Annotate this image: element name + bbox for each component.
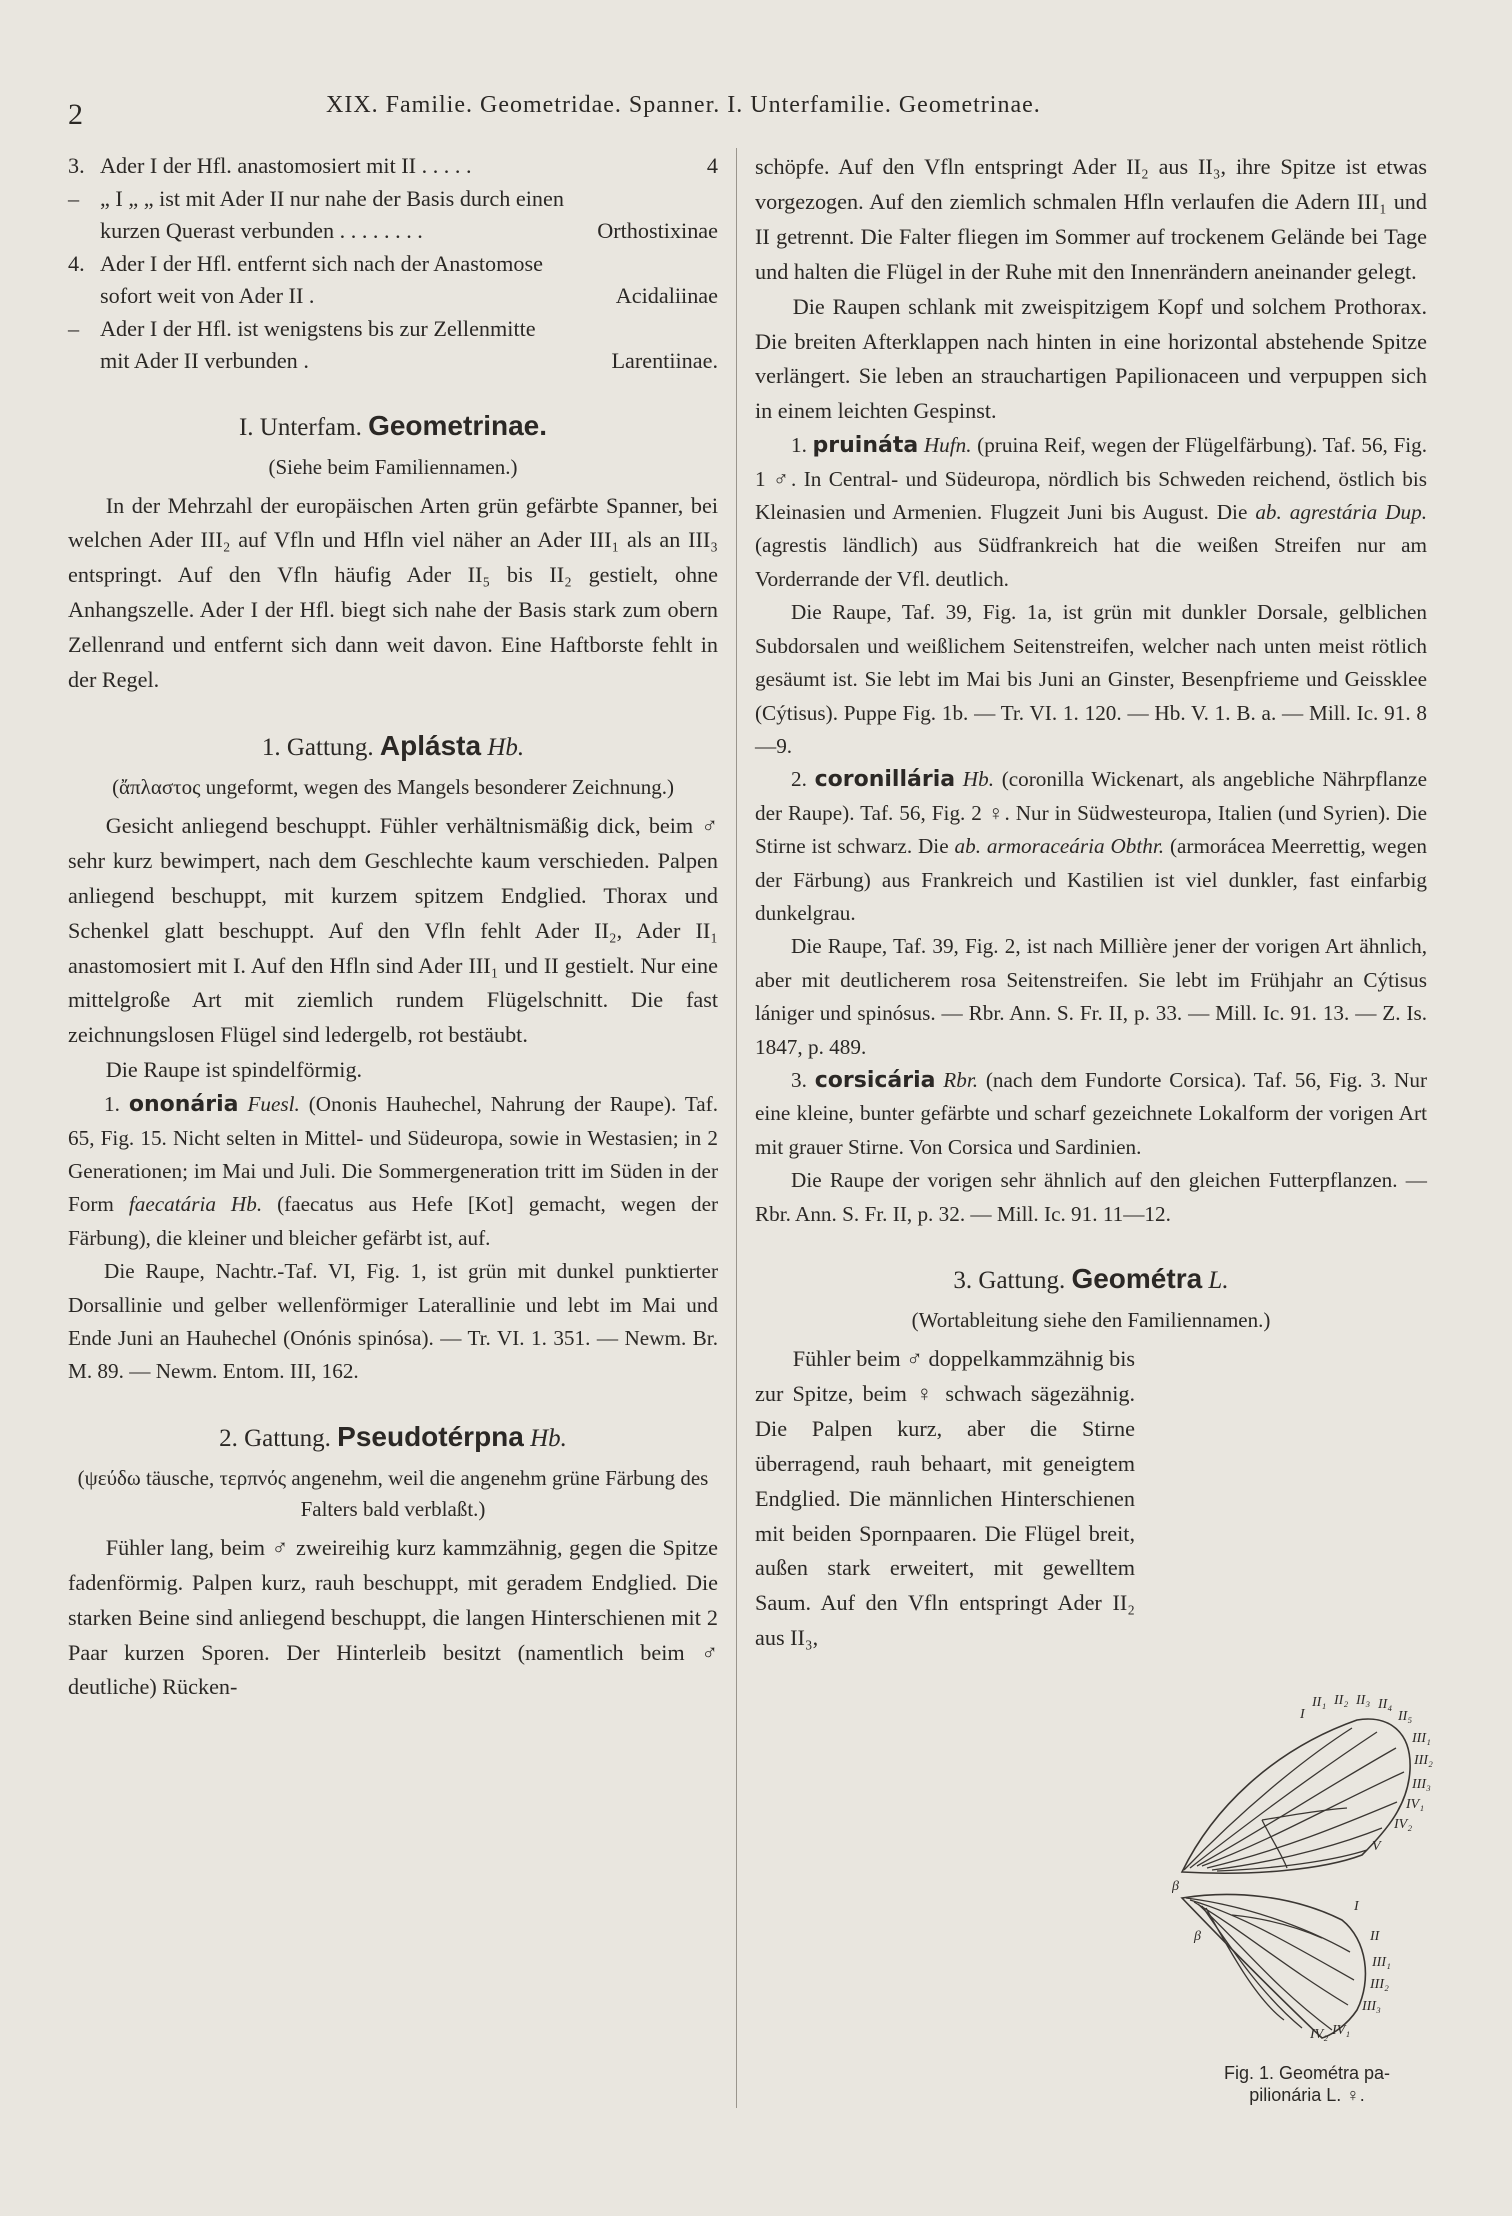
species-author: Hufn.	[923, 433, 972, 458]
genus-description: Fühler lang, beim ♂ zweireihig kurz kammzähnig, gegen die Spitze fadenförmig. Palpen kurz, rauh beschuppt, mit geradem Endglied. Die starken Beine sind anliegend beschuppt, die langen Hinterschienen mit 2 Paar kurzen Sporen. Der Hinterleib besitzt (namentlich beim ♂ deutliche) Rücken-	[68, 1534, 718, 1700]
genus-author: Hb.	[530, 1424, 567, 1452]
genus-etymology: (ἄπλαστος ungeformt, wegen des Mangels besonderer Zeichnung.)	[112, 774, 674, 799]
species-author: Rbr.	[943, 1067, 979, 1092]
species-number: 1.	[791, 433, 807, 458]
heading-name: Geometrinae.	[368, 409, 548, 441]
wing-venation-figure	[1172, 1690, 1442, 2110]
vein-label: IV₁	[1406, 1797, 1425, 1812]
vein-label: IV₂	[1310, 2027, 1329, 2042]
key-result: Acidaliinae	[615, 283, 718, 308]
page-number: 2	[68, 98, 83, 131]
vein-label: II₃	[1356, 1693, 1371, 1708]
vein-label: II₄	[1378, 1697, 1393, 1712]
key-result: 4	[706, 153, 718, 178]
vein-label: III₂	[1370, 1977, 1389, 1992]
key-text: Ader I der Hfl. ist wenigstens bis zur Zellenmitte mit Ader II verbunden .	[100, 315, 536, 373]
vein-label: I	[1300, 1707, 1305, 1722]
species-entry	[755, 429, 1427, 596]
caption-line: Fig. 1. Geométra pa-	[1223, 2063, 1391, 2083]
species-author: Hb.	[962, 767, 994, 792]
genus-author: Hb.	[487, 733, 525, 761]
genus-heading	[68, 728, 718, 766]
page-header	[68, 92, 1458, 132]
species-form: ab. armoraceária Obthr.	[954, 834, 1165, 859]
species-form: ab. agrestária Dup.	[1255, 500, 1427, 525]
species-text: (coronilla Wickenart, als angebliche Nährpflanze der Raupe). Taf. 56, Fig. 2 ♀. Nur in Südwesteuropa, Italien (und Syrien). Die Stirne ist schwarz. Die	[755, 767, 1428, 859]
genus-heading	[755, 1261, 1427, 1299]
key-entry	[68, 313, 718, 378]
genus-etymology: (ψεύδω täusche, τερπνός angenehm, weil die angenehm grüne Färbung des Falters bald verblaßt.)	[77, 1465, 709, 1521]
vein-label: II	[1370, 1929, 1380, 1944]
vein-label: III₃	[1362, 1999, 1381, 2014]
key-entry	[68, 183, 718, 248]
subfamily-description: In der Mehrzahl der europäischen Arten grün gefärbte Spanner, bei welchen Ader III₂ auf Vfln und Hfln viel näher an Ader III₁ als an III₃ entspringt. Auf den Vfln häufig Ader II₅ bis II₂ gestielt, ohne Anhangszelle. Ader I der Hfl. biegt sich nahe der Basis stark zum obern Zellenrand und entfernt sich dann weit davon. Eine Haftborste fehlt in der Regel.	[68, 492, 718, 693]
species-entry	[755, 763, 1427, 930]
key-entry	[68, 248, 718, 313]
key-mark: 3.	[68, 153, 85, 178]
vein-label: I	[1354, 1899, 1359, 1914]
species-entry	[755, 1064, 1427, 1164]
species-raupe: Die Raupe, Nachtr.-Taf. VI, Fig. 1, ist grün mit dunkel punktierter Dorsallinie und gelber wellenförmiger Laterallinie und lebt im Mai und Ende Juni an Hauhechel (Onónis spinósa). — Tr. VI. 1. 351. — Newm. Br. M. 89. — Newm. Entom. III, 162.	[68, 1259, 718, 1384]
species-form: faecatária Hb.	[128, 1192, 263, 1217]
continued-text: schöpfe. Auf den Vfln entspringt Ader II₂ aus II₃, ihre Spitze ist etwas vorgezogen. Auf den ziemlich schmalen Hfln verlaufen die Adern III₁ und II getrennt. Die Falter fliegen im Sommer auf trockenem Gelände bei Tage und halten die Flügel in der Ruhe mit den Innenrändern aneinander gelegt.	[755, 154, 1427, 284]
vein-label: β	[1172, 1879, 1179, 1894]
heading-prefix: I. Unterfam.	[238, 413, 362, 441]
key-text: Ader I der Hfl. anastomosiert mit II . . . . .	[100, 153, 472, 178]
vein-label: II₅	[1398, 1709, 1413, 1724]
subfamily-subtitle: (Siehe beim Familiennamen.)	[268, 454, 518, 479]
key-result: Larentiinae.	[611, 348, 718, 373]
heading-prefix: 3. Gattung.	[953, 1267, 1066, 1294]
species-name: corsicária	[814, 1067, 936, 1093]
genus-description: Gesicht anliegend beschuppt. Fühler verhältnismäßig dick, beim ♂ sehr kurz bewimpert, nach dem Geschlechte kaum verschieden. Palpen anliegend beschuppt, mit kurzem spitzem Endglied. Thorax und Schenkel glatt beschuppt. Auf den Vfln fehlt Ader II₂, Ader II₁ anastomosiert mit I. Auf den Hfln sind Ader III₁ und II gestielt. Nur eine mittelgroße Art mit ziemlich rundem Flügelschnitt. Die fast zeichnungslosen Flügel sind ledergelb, rot bestäubt.	[68, 812, 718, 1048]
species-number: 2.	[791, 767, 807, 792]
species-text: (pruina Reif, wegen der Flügelfärbung). Taf. 56, Fig. 1 ♂. In Central- und Südeuropa, nördlich bis Schweden reichend, östlich bis Kleinasien und Armenien. Flugzeit Juni bis August. Die	[755, 433, 1428, 525]
species-raupe: Die Raupe, Taf. 39, Fig. 1a, ist grün mit dunkler Dorsale, gelblichen Subdorsalen und weißlichem Seitenstreifen, welcher nach unten meist rötlich gesäumt ist. Sie lebt im Mai bis Juni an Ginster, Besenpfrieme und Geissklee (Cýtisus). Puppe Fig. 1b. — Tr. VI. 1. 120. — Hb. V. 1. B. a. — Mill. Ic. 91. 8—9.	[755, 600, 1427, 758]
vein-label: IV₁	[1332, 2023, 1351, 2038]
vein-label: IV₂	[1394, 1817, 1413, 1832]
key-result: Orthostixinae	[597, 218, 718, 243]
key-mark: 4.	[68, 250, 85, 276]
vein-label: V	[1372, 1839, 1381, 1854]
vein-label: II₁	[1312, 1695, 1327, 1710]
raupen-description: Die Raupen schlank mit zweispitzigem Kopf und solchem Prothorax. Die breiten Afterklappen nach hinten in eine horizontal abstehende Spitze verlängert. Sie leben an strauchartigen Papilionaceen und verpuppen sich in einem leichten Gespinst.	[755, 293, 1427, 424]
species-text: (Ononis Hauhechel, Nahrung der Raupe). Taf. 65, Fig. 15. Nicht selten in Mittel- und Südeuropa, sowie in Westasien; in 2 Generationen; im Mai und Juli. Die Sommergeneration tritt im Süden in der Form	[68, 1092, 719, 1217]
genus-description: Fühler beim ♂ doppelkammzähnig bis zur Spitze, beim ♀ schwach sägezähnig. Die Palpen kurz, aber die Stirne überragend, rauh behaart, mit geneigtem Endglied. Die männlichen Hinterschienen mit beiden Spornpaaren. Die Flügel breit, außen stark erweitert, mit gewelltem Saum. Auf den Vfln entspringt Ader II₂ aus II₃,	[755, 1346, 1135, 1651]
species-raupe: Die Raupe, Taf. 39, Fig. 2, ist nach Millière jener der vorigen Art ähnlich, aber mit deutlicherem rosa Seitenstreifen. Sie lebt im Frühjahr an Cýtisus lániger und spinósus. — Rbr. Ann. S. Fr. II, p. 33. — Mill. Ic. 91. 13. — Z. Is. 1847, p. 489.	[755, 934, 1427, 1059]
subfamily-heading	[68, 408, 718, 446]
key-text: „ I „ „ ist mit Ader II nur nahe der Basis durch einen kurzen Querast verbunden . . . . . . . .	[100, 185, 564, 243]
genus-name: Pseudotérpna	[337, 1420, 524, 1452]
genus-raupe: Die Raupe ist spindelförmig.	[105, 1057, 363, 1083]
vein-label: III₁	[1372, 1955, 1391, 1970]
genus-description-wrap	[755, 1342, 1135, 1656]
right-column	[755, 150, 1427, 1656]
species-number: 1.	[104, 1092, 120, 1117]
key-mark: –	[68, 315, 80, 341]
genus-etymology: (Wortableitung siehe den Familiennamen.)	[911, 1308, 1271, 1332]
vein-label: II₂	[1334, 1693, 1349, 1708]
key-entry	[68, 150, 718, 183]
species-number: 3.	[791, 1067, 807, 1092]
key-text: Ader I der Hfl. entfernt sich nach der Anastomose sofort weit von Ader II .	[100, 250, 543, 308]
species-entry	[68, 1088, 718, 1255]
heading-prefix: 2. Gattung.	[219, 1424, 331, 1452]
genus-name: Aplásta	[379, 729, 482, 761]
species-name: pruináta	[812, 433, 919, 459]
wing-venation-diagram	[1172, 1690, 1442, 2050]
genus-name: Geométra	[1071, 1263, 1203, 1294]
species-text: (faecatus aus Hefe [Kot] gemacht, wegen der Färbung), die kleiner und bleicher gefärbt ist, auf.	[68, 1192, 719, 1250]
species-name: ononária	[128, 1092, 239, 1118]
heading-prefix: 1. Gattung.	[261, 733, 374, 761]
column-divider	[736, 148, 737, 2108]
species-name: coronillária	[814, 767, 956, 793]
left-column	[68, 150, 718, 1705]
key-mark: –	[68, 185, 80, 211]
vein-label: III₁	[1412, 1731, 1431, 1746]
vein-label: III₃	[1412, 1777, 1431, 1792]
caption-line: pilionária L. ♀.	[1249, 2085, 1365, 2105]
figure-caption	[1172, 2062, 1442, 2106]
vein-label: III₂	[1414, 1753, 1433, 1768]
species-author: Fuesl.	[247, 1092, 300, 1117]
genus-author: L.	[1208, 1267, 1229, 1294]
running-head: XIX. Familie. Geometridae. Spanner. I. Unterfamilie. Geometrinae.	[326, 92, 1041, 118]
species-raupe: Die Raupe der vorigen sehr ähnlich auf den gleichen Futterpflanzen. — Rbr. Ann. S. Fr. II, p. 32. — Mill. Ic. 91. 11—12.	[755, 1168, 1427, 1226]
species-text: (armorácea Meerrettig, wegen der Färbung) aus Frankreich und Kastilien ist viel dunkler, fast einfarbig dunkelgrau.	[755, 834, 1427, 925]
genus-heading	[68, 1419, 718, 1457]
species-text: (nach dem Fundorte Corsica). Taf. 56, Fig. 3. Nur eine kleine, bunter gefärbte und scharf gezeichnete Lokalform der vorigen Art mit grauer Stirne. Von Corsica und Sardinien.	[755, 1067, 1427, 1159]
vein-label: β	[1194, 1929, 1201, 1944]
species-text: (agrestis ländlich) aus Südfrankreich hat die weißen Streifen nur am Vorderrande der Vfl. deutlich.	[755, 533, 1427, 591]
